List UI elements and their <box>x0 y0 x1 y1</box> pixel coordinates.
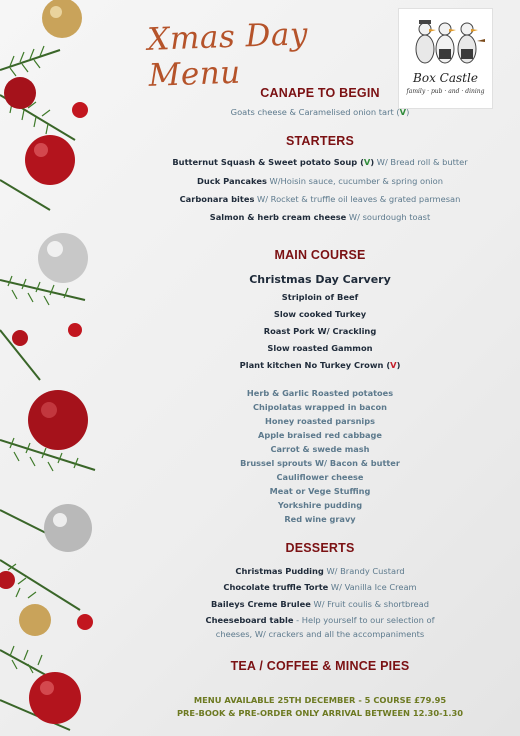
booking-note: PRE-BOOK & PRE-ORDER ONLY ARRIVAL BETWEEN 12.30-1.30 <box>176 708 464 718</box>
starter-item: Duck Pancakes W/Hoisin sauce, cucumber & spring onion <box>197 176 443 186</box>
cheeseboard-desc: cheeses, W/ crackers and all the accompaniments <box>215 629 425 639</box>
main-course-heading: MAIN COURSE <box>274 248 366 262</box>
tea-coffee-heading: TEA / COFFEE & MINCE PIES <box>230 659 410 673</box>
vegan-mark: V <box>390 360 397 370</box>
logo-tagline: family · pub · and · dining <box>406 88 485 95</box>
main-item: Slow cooked Turkey <box>273 309 367 319</box>
side-item: Honey roasted parsnips <box>265 416 375 426</box>
menu-title: Xmas Day Menu <box>146 16 309 94</box>
main-item: Roast Pork W/ Crackling <box>263 326 377 336</box>
canape-heading: CANAPE TO BEGIN <box>260 86 380 100</box>
main-item: Striploin of Beef <box>281 292 359 302</box>
vegan-main-item: Plant kitchen No Turkey Crown (V) <box>239 360 401 370</box>
side-item: Chipolatas wrapped in bacon <box>253 402 387 412</box>
desserts-heading: DESSERTS <box>285 541 355 555</box>
starter-item: Butternut Squash & Sweet potato Soup (V) W/ Bread roll & butter <box>172 157 468 167</box>
side-item: Carrot & swede mash <box>270 444 370 454</box>
cheeseboard-item: Cheeseboard table - Help yourself to our selection of <box>205 615 435 625</box>
side-item: Brussel sprouts W/ Bacon & butter <box>240 458 400 468</box>
vegetarian-mark: V <box>363 157 371 167</box>
dessert-item: Christmas Pudding W/ Brandy Custard <box>235 566 405 576</box>
side-item: Yorkshire pudding <box>277 500 363 510</box>
side-item: Red wine gravy <box>284 514 356 524</box>
side-item: Meat or Vege Stuffing <box>269 486 371 496</box>
side-item: Apple braised red cabbage <box>258 430 382 440</box>
logo-name: Box Castle <box>413 71 478 85</box>
starters-heading: STARTERS <box>285 134 355 148</box>
canape-item: Goats cheese & Caramelised onion tart (V) <box>230 107 410 117</box>
main-item: Slow roasted Gammon <box>267 343 373 353</box>
availability-note: MENU AVAILABLE 25TH DECEMBER - 5 COURSE £79.95 <box>193 695 447 705</box>
vegetarian-mark: V <box>399 107 407 117</box>
side-item: Cauliflower cheese <box>276 472 364 482</box>
side-item: Herb & Garlic Roasted potatoes <box>246 388 394 398</box>
dessert-item: Chocolate truffle Torte W/ Vanilla Ice Cream <box>223 582 417 592</box>
starter-item: Salmon & herb cream cheese W/ sourdough toast <box>209 212 431 222</box>
christmas-decoration <box>0 0 110 736</box>
waiter-ducks-icon <box>399 9 492 69</box>
starter-item: Carbonara bites W/ Rocket & truffle oil leaves & grated parmesan <box>179 194 461 204</box>
carvery-subheading: Christmas Day Carvery <box>249 273 391 286</box>
dessert-item: Baileys Creme Brulee W/ Fruit coulis & shortbread <box>210 599 430 609</box>
